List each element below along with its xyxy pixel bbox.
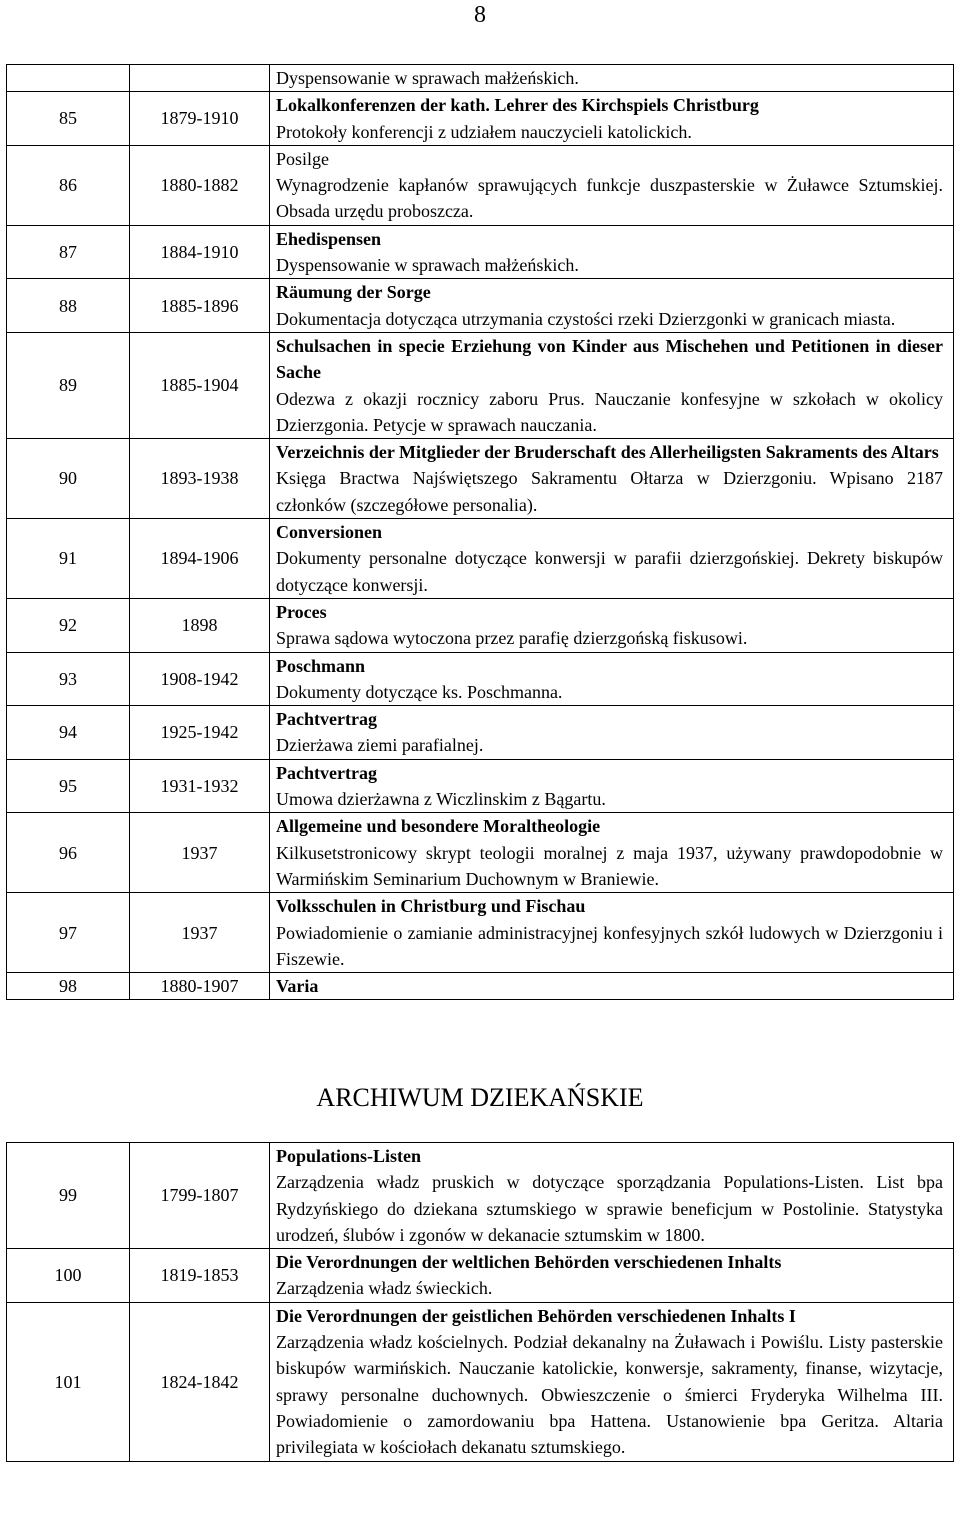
entry-description: Dyspensowanie w sprawach małżeńskich. <box>276 255 579 276</box>
entry-cell <box>270 813 954 893</box>
entry-title: Die Verordnungen der weltlichen Behörden verschiedenen Inhalts <box>276 1252 782 1273</box>
entry-description: Dokumenty personalne dotyczące konwersji w parafii dzierzgońskiej. Dekrety biskupów dotyczące konwersji. <box>276 548 943 595</box>
entry-cell <box>270 145 954 225</box>
entry-number: 98 <box>7 973 130 1000</box>
entry-cell <box>270 893 954 973</box>
entry-number: 97 <box>7 893 130 973</box>
table-row <box>7 706 954 760</box>
table-row <box>7 1143 954 1249</box>
entry-title: Poschmann <box>276 655 366 676</box>
entry-title: Populations-Listen <box>276 1146 422 1166</box>
entry-years: 1799-1807 <box>130 1143 270 1249</box>
entry-title: Volksschulen in Christburg und Fischau <box>276 896 586 917</box>
entry-title: Conversionen <box>276 522 383 543</box>
entry-description: Umowa dzierżawna z Wiczlinskim z Bągartu. <box>276 789 606 810</box>
entry-years: 1880-1882 <box>130 145 270 225</box>
entry-title: Varia <box>276 976 319 997</box>
table-row <box>7 1249 954 1303</box>
table-row <box>7 92 954 146</box>
page-number: 8 <box>474 2 486 28</box>
entry-number: 100 <box>7 1249 130 1303</box>
entry-years: 1880-1907 <box>130 973 270 1000</box>
entry-years: 1893-1938 <box>130 439 270 519</box>
entry-title: Allgemeine und besondere Moraltheologie <box>276 816 601 837</box>
entry-years: 1925-1942 <box>130 706 270 760</box>
entry-years: 1879-1910 <box>130 92 270 146</box>
dean-archive-table <box>6 1142 954 1462</box>
inventory-table <box>6 64 954 1000</box>
entry-description: Dokumenty dotyczące ks. Poschmanna. <box>276 681 563 702</box>
entry-number: 85 <box>7 92 130 146</box>
entry-number: 101 <box>7 1302 130 1461</box>
entry-years: 1894-1906 <box>130 519 270 599</box>
entry-description: Sprawa sądowa wytoczona przez parafię dzierzgońską fiskusowi. <box>276 628 748 649</box>
table-row <box>7 1302 954 1461</box>
entry-years: 1885-1896 <box>130 279 270 333</box>
entry-years: 1884-1910 <box>130 225 270 279</box>
entry-cell <box>270 332 954 438</box>
section-title: ARCHIWUM DZIEKAŃSKIE <box>316 1083 644 1112</box>
table-row <box>7 759 954 813</box>
table-row <box>7 332 954 438</box>
entry-title: Proces <box>276 601 327 622</box>
entry-cell <box>270 519 954 599</box>
table-row <box>7 225 954 279</box>
entry-description: Dyspensowanie w sprawach małżeńskich. <box>276 68 579 88</box>
entry-cell <box>270 279 954 333</box>
entry-description: Powiadomienie o zamianie administracyjnej konfesyjnych szkół ludowych w Dzierzgoniu i Fiszewie. <box>276 922 943 969</box>
entry-title: Pachtvertrag <box>276 762 377 783</box>
table-row <box>7 279 954 333</box>
entry-description: Księga Bractwa Najświętszego Sakramentu Ołtarza w Dzierzgoniu. Wpisano 2187 członków (szczegółowe personalia). <box>276 468 943 515</box>
entry-title: Schulsachen in specie Erziehung von Kinder aus Mischehen und Petitionen in dieser Sache <box>276 335 943 383</box>
table-row <box>7 439 954 519</box>
entry-title: Pachtvertrag <box>276 709 377 730</box>
entry-number: 92 <box>7 598 130 652</box>
entry-cell <box>270 706 954 760</box>
entry-cell <box>270 652 954 706</box>
table-row <box>7 652 954 706</box>
table-row <box>7 973 954 1000</box>
entry-years: 1885-1904 <box>130 332 270 438</box>
entry-number: 96 <box>7 813 130 893</box>
entry-number: 90 <box>7 439 130 519</box>
entry-number: 86 <box>7 145 130 225</box>
entry-years: 1908-1942 <box>130 652 270 706</box>
entry-cell <box>270 1302 954 1461</box>
entry-cell <box>270 225 954 279</box>
entry-description: Protokoły konferencji z udziałem nauczycieli katolickich. <box>276 121 692 142</box>
entry-years: 1931-1932 <box>130 759 270 813</box>
entry-title: Verzeichnis der Mitglieder der Bruderschaft des Allerheiligsten Sakraments des Altars <box>276 442 939 463</box>
table-row <box>7 813 954 893</box>
entry-cell <box>270 759 954 813</box>
entry-title: Lokalkonferenzen der kath. Lehrer des Kirchspiels Christburg <box>276 95 759 116</box>
entry-description: Dokumentacja dotycząca utrzymania czystości rzeki Dzierzgonki w granicach miasta. <box>276 308 896 329</box>
entry-cell <box>270 598 954 652</box>
entry-description: Zarządzenia władz świeckich. <box>276 1278 493 1299</box>
entry-cell <box>270 92 954 146</box>
entry-number: 88 <box>7 279 130 333</box>
entry-years: 1819-1853 <box>130 1249 270 1303</box>
table-row-continued <box>7 65 954 92</box>
entry-cell <box>270 973 954 1000</box>
table-row <box>7 519 954 599</box>
entry-number: 91 <box>7 519 130 599</box>
entry-cell <box>270 1143 954 1249</box>
entry-number: 87 <box>7 225 130 279</box>
entry-number: 99 <box>7 1143 130 1249</box>
table-row <box>7 598 954 652</box>
entry-description: Wynagrodzenie kapłanów sprawujących funkcje duszpasterskie w Żuławce Sztumskiej. Obsada urzędu proboszcza. <box>276 175 943 222</box>
entry-number: 95 <box>7 759 130 813</box>
entry-years: 1937 <box>130 813 270 893</box>
entry-title: Ehedispensen <box>276 228 382 249</box>
entry-description: Zarządzenia władz kościelnych. Podział dekanalny na Żuławach i Powiślu. Listy pasterskie biskupów warmińskich. Nauczanie katolickie, konwersje, sakramenty, finanse, wizytacje, sprawy personalne duchownych. Obwieszczenie o śmierci Fryderyka Wilhelma III. Powiadomienie o zamordowaniu bpa Hattena. Ustanowienie bpa Geritza. Altaria privilegiata w kościołach dekanatu sztumskiego. <box>276 1332 943 1458</box>
entry-cell <box>270 1249 954 1303</box>
entry-title: Posilge <box>276 148 330 169</box>
entry-title: Räumung der Sorge <box>276 282 431 303</box>
entry-number: 94 <box>7 706 130 760</box>
table-row <box>7 145 954 225</box>
entry-description: Dzierżawa ziemi parafialnej. <box>276 735 484 756</box>
entry-years: 1898 <box>130 598 270 652</box>
entry-description: Odezwa z okazji rocznicy zaboru Prus. Nauczanie konfesyjne w szkołach w okolicy Dzierzgonia. Petycje w sprawach nauczania. <box>276 388 943 435</box>
entry-years: 1824-1842 <box>130 1302 270 1461</box>
entry-number: 89 <box>7 332 130 438</box>
entry-years: 1937 <box>130 893 270 973</box>
table-row <box>7 893 954 973</box>
entry-title: Die Verordnungen der geistlichen Behörden verschiedenen Inhalts I <box>276 1305 796 1326</box>
entry-description: Kilkusetstronicowy skrypt teologii moralnej z maja 1937, używany prawdopodobnie w Warmińskim Seminarium Duchownym w Braniewie. <box>276 842 943 889</box>
entry-cell <box>270 439 954 519</box>
entry-number: 93 <box>7 652 130 706</box>
entry-description: Zarządzenia władz pruskich w dotyczące sporządzania Populations-Listen. List bpa Rydzyńskiego do dziekana sztumskiego w sprawie beneficjum w Postolinie. Statystyka urodzeń, ślubów i zgonów w dekanacie sztumskim w 1800. <box>276 1172 943 1245</box>
